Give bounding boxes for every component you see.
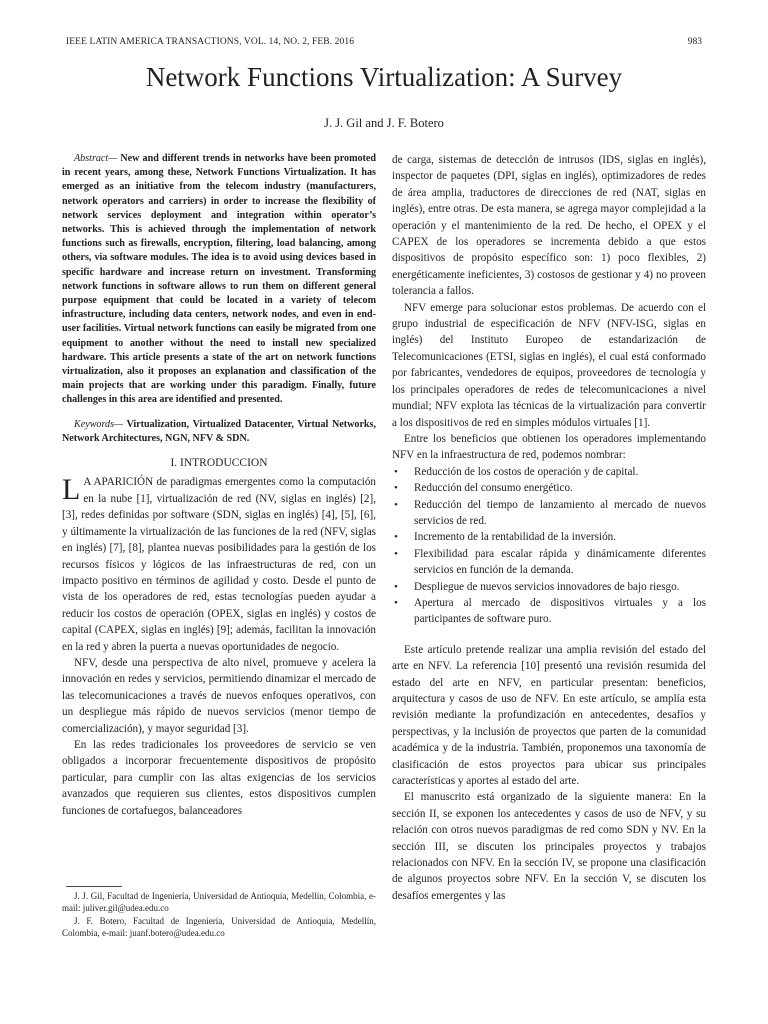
running-header: IEEE LATIN AMERICA TRANSACTIONS, VOL. 14, NO. 2, FEB. 2016: [66, 37, 355, 47]
intro-paragraph-1: [62, 474, 376, 654]
author-footnotes: [62, 890, 376, 939]
left-column: [62, 152, 376, 819]
footnote-item: J. J. Gil, Facultad de Ingeniería, Universidad de Antioquia, Medellín, Colombia, e-mail: juliver.gil@udea.edu.co: [62, 891, 376, 914]
keywords-text: Virtualization, Virtualized Datacenter, Virtual Networks, Network Architectures, NGN, NFV & SDN.: [62, 418, 376, 444]
paper-authors: J. J. Gil and J. F. Botero: [324, 116, 444, 130]
paper-title: Network Functions Virtualization: A Survey: [145, 62, 623, 92]
keywords-lead: Keywords—: [74, 418, 123, 430]
page-number: 983: [687, 37, 702, 47]
list-item: • Incremento de la rentabilidad de la inversión.: [392, 529, 706, 545]
intro-paragraph-7: El manuscrito está organizado de la siguiente manera: En la sección II, se exponen los antecedentes y casos de uso de NFV, y su relación con otros nuevos paradigmas de red como SDN y NV. En la sección III, se discuten los principales proyectos y trabajos relacionados con NFV. En la sección IV, se propone una clasificación de algunos proyectos sobre NFV. En la sección V, se discuten los desafíos emergentes y las: [392, 791, 706, 902]
paragraph-gap: [392, 628, 706, 642]
list-item: • Reducción de los costos de operación y de capital.: [392, 464, 706, 480]
benefits-list: [392, 464, 706, 628]
list-item: • Flexibilidad para escalar rápida y dinámicamente diferentes servicios en función de la demanda.: [392, 546, 706, 579]
intro-paragraph-4: NFV emerge para solucionar estos problemas. De acuerdo con el grupo industrial de especificación de NFV (NFV-ISG, siglas en inglés) del Instituto Europeo de estandarización de Telecomunicaciones (ETSI, siglas en inglés), el cual está conformado por fabricantes, vendedores de equipos, proveedores de tecnología y los principales operadores de redes de telecomunicaciones a nivel mundial; NFV explota las técnicas de la virtualización para convertir a los dispositivos de red en simples módulos virtuales [1].: [392, 301, 706, 429]
drop-cap: L: [62, 473, 81, 507]
intro-paragraph-2: NFV, desde una perspectiva de alto nivel, promueve y acelera la innovación en redes y servicios, permitiendo dinamizar el mercado de las telecomunicaciones a través de nuevos enfoques operativos, con un despliegue más rápido de nuevos servicios (menor tiempo de comercialización), y mayor seguridad [3].: [62, 656, 376, 735]
list-item: • Despliegue de nuevos servicios innovadores de bajo riesgo.: [392, 579, 706, 595]
abstract-text: New and different trends in networks have been promoted in recent years, among these, Network Functions Virtualization. It has emerged as an initiative from the telecom industry (manufacturers, network operators and carriers) in order to increase the flexibility of network services deployment and integration within operator’s networks. This is achieved through the implementation of network functions such as firewalls, encryption, filtering, load balancing, among others, via software modules. The idea is to avoid using devices based in specific hardware and increase return on investment. Transforming network functions in software allows to run them on different general purpose equipment that could be located in a variety of telecom infrastructure, including data centers, network nodes, and even in end-user facilities. Virtual network functions can easily be migrated from one equipment to another without the need to install new specialized hardware. This article presents a state of the art on network functions virtualization, also it proposes an explanation and classification of the main projects that are working under this paradigm. Finally, future challenges in this area are identified and presented.: [62, 153, 376, 406]
right-column: [392, 152, 706, 904]
keywords: [62, 418, 376, 446]
footnote-item: J. F. Botero, Facultad de Ingeniería, Universidad de Antioquia, Medellín, Colombia, e-mail: juanf.botero@udea.edu.co: [62, 915, 376, 938]
list-item: • Reducción del tiempo de lanzamiento al mercado de nuevos servicios de red.: [392, 497, 706, 530]
footnote-divider: [66, 886, 122, 887]
list-item: • Apertura al mercado de dispositivos virtuales y a los participantes de software puro.: [392, 595, 706, 628]
list-item: • Reducción del consumo energético.: [392, 480, 706, 496]
intro-paragraph-6: Este artículo pretende realizar una amplia revisión del estado del arte en NFV. La referencia [10] presentó una revisión resumida del estado del arte en NFV, en particular presentan: beneficios, arquitectura y casos de uso de NFV. En este artículo, se amplía esta revisión mediante la profundización en antecedentes, desafíos y perspectivas, y la inclusión de proyectos que parten de la comunidad académica y de la industria. También, proponemos una taxonomía de clasificación de estos proyectos para ubicar sus principales características y aportes al estado del arte.: [392, 643, 706, 788]
section-heading: I. INTRODUCCION: [170, 457, 268, 470]
intro-paragraph-1-text: A APARICIÓN de paradigmas emergentes como la computación en la nube [1], virtualización de red (NV, siglas en inglés) [2], [3], redes definidas por software (SDN, siglas en inglés) [4], [5], [6], y últimamente la virtualización de las funciones de la red (NFV, siglas en inglés) [7], [8], plantea nuevas posibilidades para la gestión de los recursos físicos y lógicos de las infraestructuras de red, con un impacto positivo en términos de agilidad y costo. Desde el punto de vista de los operadores de red, estas tecnologías pueden ayudar a reducir los costos de operación (OPEX, siglas en inglés) y costos de capital (CAPEX, siglas en inglés) [9]; además, facilitan la innovación en la red y abren la puerta a nuevas oportunidades de negocio.: [62, 476, 376, 653]
abstract-lead: Abstract—: [74, 153, 118, 164]
intro-paragraph-3-continued: de carga, sistemas de detección de intrusos (IDS, siglas en inglés), inspector de paquetes (DPI, siglas en inglés), optimizadores de redes de área amplia, traductores de direcciones de red (NAT, siglas en inglés), entre otras. De esta manera, se agrega mayor complejidad a la operación y el mantenimiento de la red. De hecho, el OPEX y el CAPEX de los operadores se incrementa debido a que estos dispositivos de propósito específico son: 1) poco flexibles, 2) energéticamente ineficientes, 3) costosos de gestionar y 4) no proveen tolerancia a fallos.: [392, 154, 706, 298]
abstract: [62, 152, 376, 408]
intro-paragraph-3: En las redes tradicionales los proveedores de servicio se ven obligados a incorporar frecuentemente dispositivos de propósito particular, para cumplir con las altas exigencias de los servicios avanzados que requieren sus clientes, estos dispositivos cumplen funciones de cortafuegos, balanceadores: [62, 738, 376, 817]
intro-paragraph-5: Entre los beneficios que obtienen los operadores implementando NFV en la infraestructura de red, podemos nombrar:: [392, 432, 706, 462]
